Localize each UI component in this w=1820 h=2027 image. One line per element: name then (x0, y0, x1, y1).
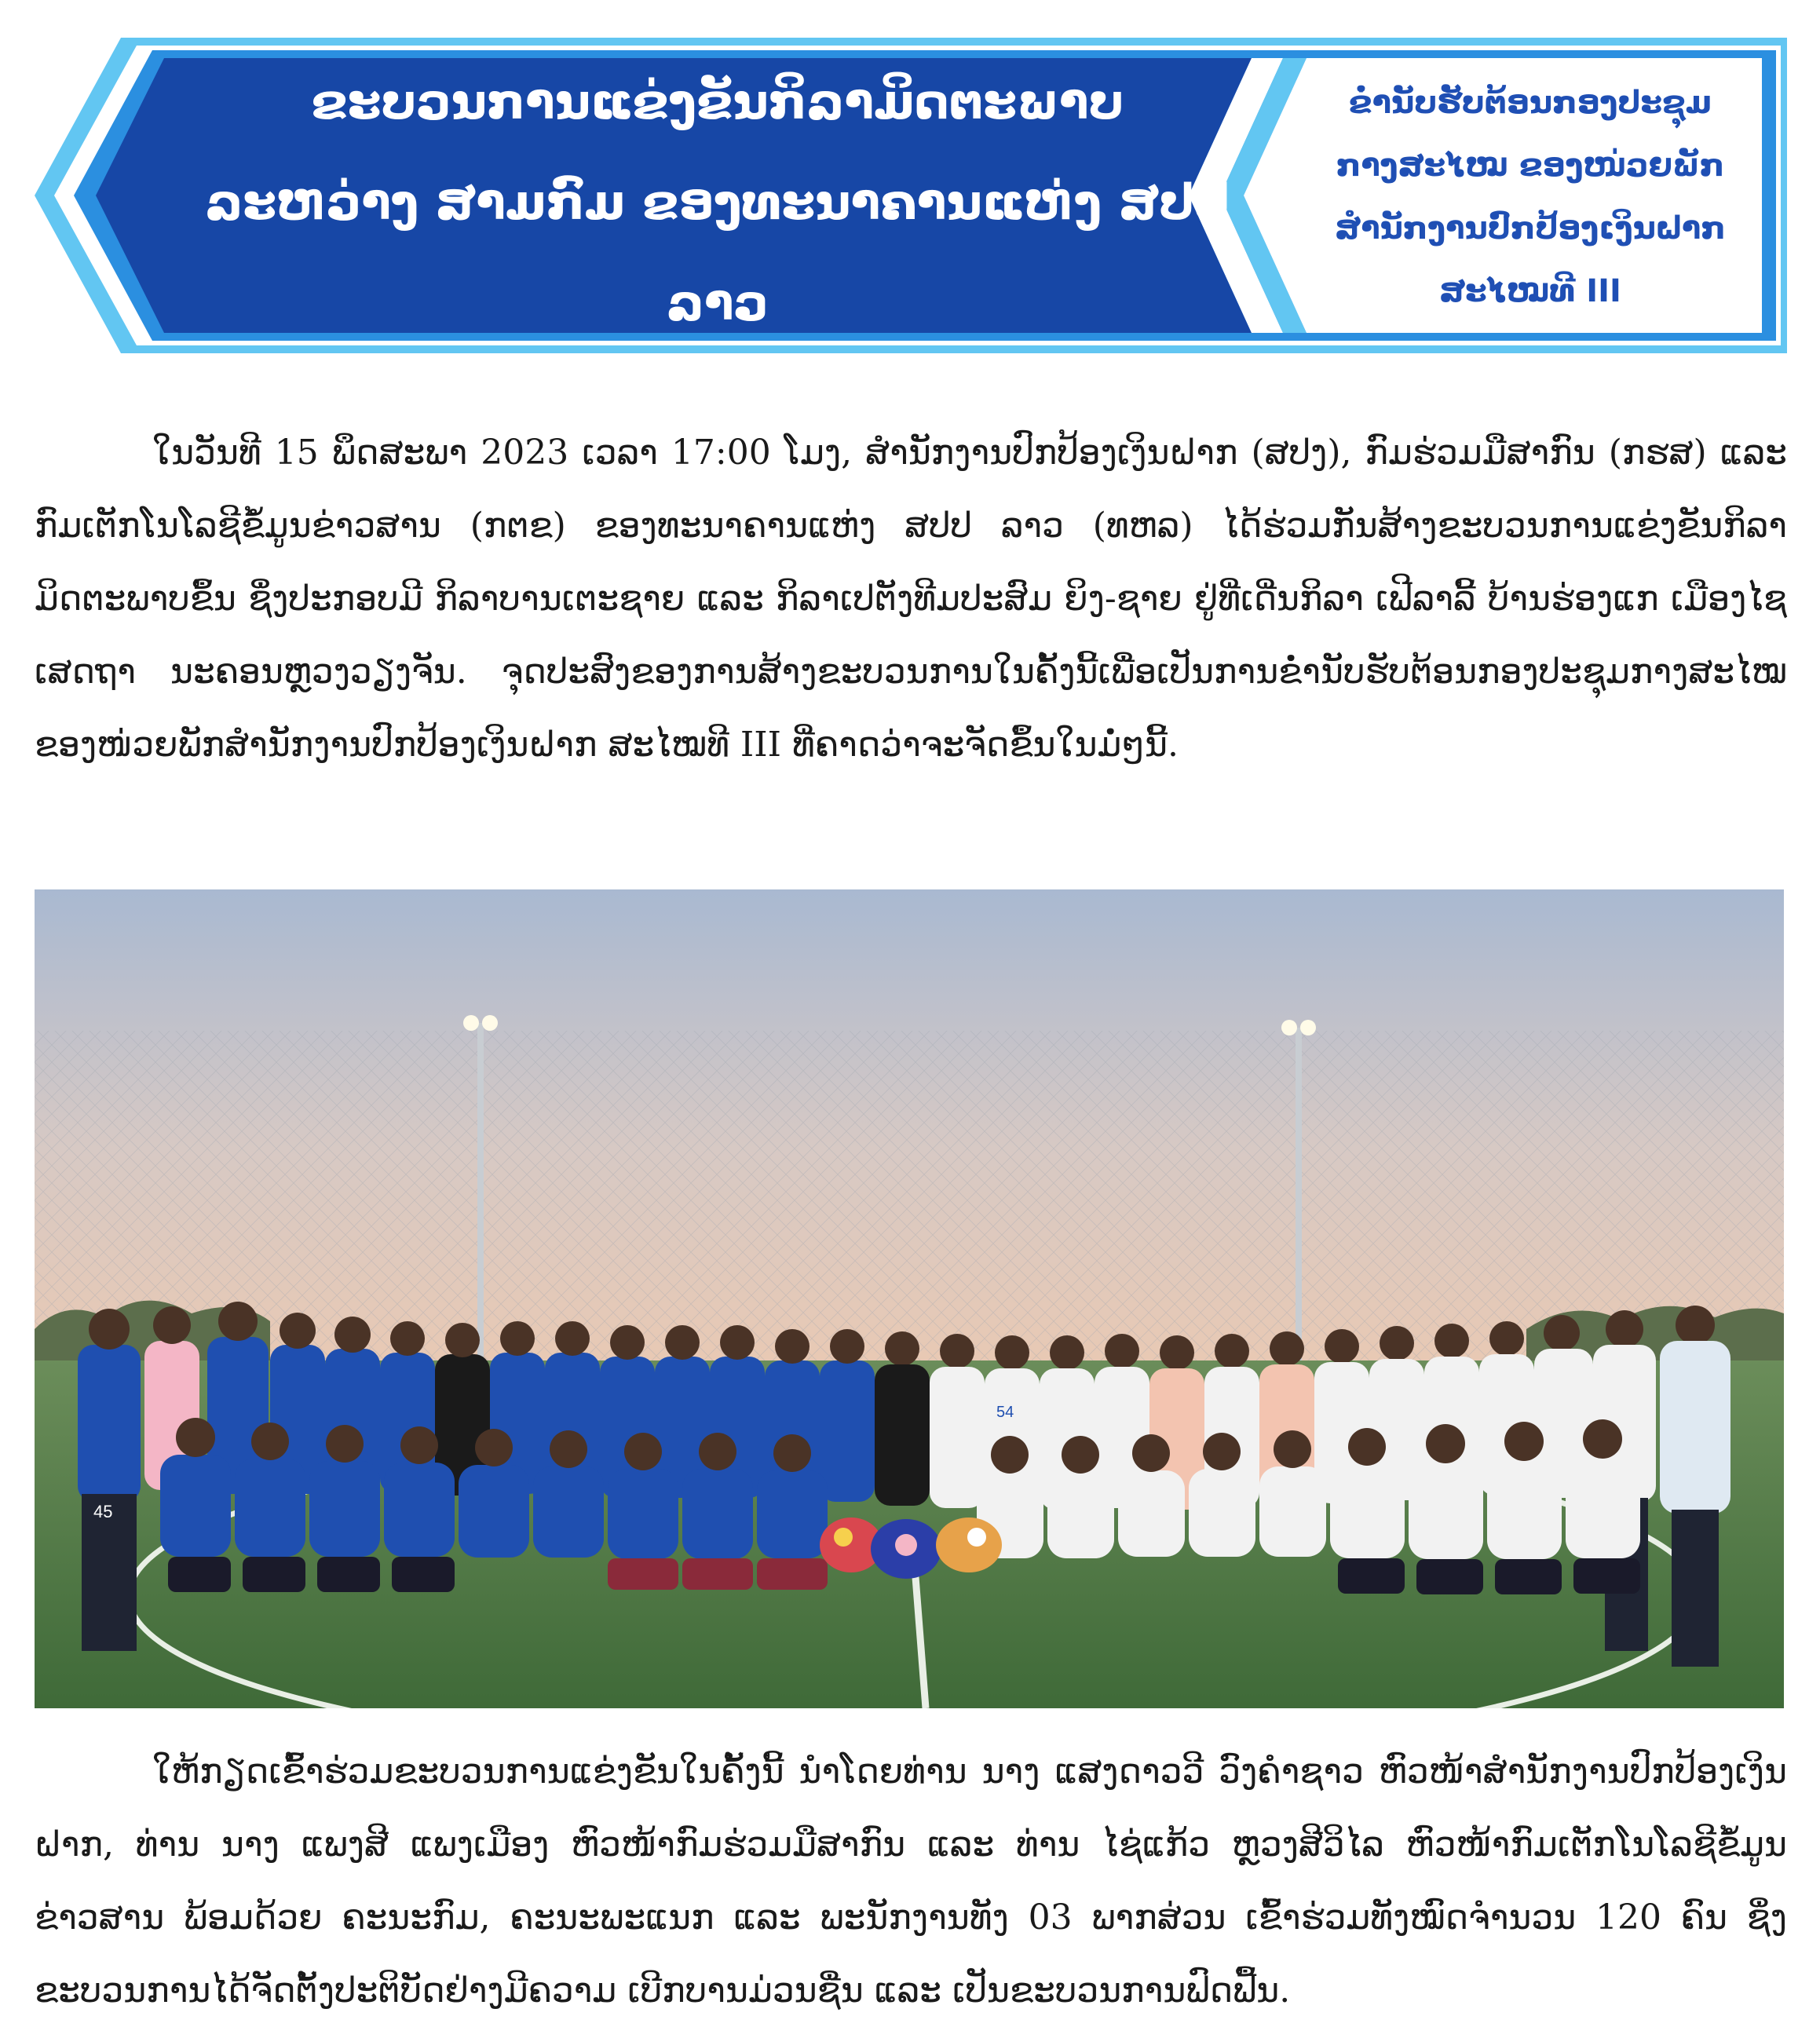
group-photo (35, 889, 1784, 1708)
banner-title (152, 73, 1283, 331)
article-paragraph-2: ໃຫ້ກຽດເຂົ້າຮ່ວມຂະບວນການແຂ່ງຂັນໃນຄັ້ງນີ້ ນຳໂດຍທ່ານ ນາງ ແສງດາວວີ ວົງຄຳຊາວ ຫົວໜ້າສຳນັກງານປົກປ້ອງເງິນຝາກ, ທ່ານ ນາງ ແພງສີ ແພງເມືອງ ຫົວໜ້າກົມຮ່ວມມືສາກົນ ແລະ ທ່ານ ໄຊ່ແກ້ວ ຫຼວງສີວິໄລ ຫົວໜ້າກົມເຕັກໂນໂລຊີຂໍ້ມູນຂ່າວສານ ພ້ອມດ້ວຍ ຄະນະກົມ, ຄະນະພະແນກ ແລະ ພະນັກງານທັງ 03 ພາກສ່ວນ ເຂົ້າຮ່ວມທັງໝົດຈຳນວນ 120 ຄົນ ຊຶ່ງຂະບວນການໄດ້ຈັດຕັ້ງປະຕິບັດຢ່າງມີຄວາມ ເບີກບານມ່ວນຊື່ນ ແລະ ເປັນຂະບວນການຟົດຟື້ນ. (35, 1751, 1787, 2011)
banner-side-line-2: ກາງສະໄໝ ຂອງໜ່ວຍພັກ (1336, 147, 1725, 184)
header-banner (35, 38, 1787, 353)
banner-side-caption (1291, 61, 1770, 332)
jersey-number-54: 54 (996, 1404, 1014, 1421)
banner-title-line-2: ລະຫວ່າງ ສາມກົມ ຂອງທະນາຄານແຫ່ງ ສປປ ລາວ (205, 173, 1230, 331)
banner-side-line-1: ຂໍ່ານັບຮັບຕ້ອນກອງປະຊຸມ (1348, 84, 1712, 121)
group-photo-illustration (35, 889, 1784, 1708)
flower-baskets (820, 1518, 1002, 1579)
banner-side-line-4: ສະໄໝທີ III (1439, 272, 1621, 309)
article-paragraph-1: ໃນວັນທີ 15 ພຶດສະພາ 2023 ເວລາ 17:00 ໂມງ, ສຳນັກງານປົກປ້ອງເງິນຝາກ (ສປງ), ກົມຮ່ວມມືສາກົນ (ກຮສ) ແລະ ກົມເຕັກໂນໂລຊີຂໍ້ມູນຂ່າວສານ (ກຕຂ) ຂອງທະນາຄານແຫ່ງ ສປປ ລາວ (ທຫລ) ໄດ້ຮ່ວມກັນສ້າງຂະບວນການແຂ່ງຂັນກິລາມິດຕະພາບຂຶ້ນ ຊຶ່ງປະກອບມີ ກິລາບານເຕະຊາຍ ແລະ ກິລາເປຕັງທີມປະສົມ ຍິງ-ຊາຍ ຢູ່ທີ່ເດີ່ນກິລາ ເຟີລາລີ້ ບ້ານຮ່ອງແກ ເມືອງໄຊເສດຖາ ນະຄອນຫຼວງວຽງຈັນ. ຈຸດປະສົງຂອງການສ້າງຂະບວນການໃນຄັ້ງນີ້ເພື່ອເປັນການຂໍ່ານັບຮັບຕ້ອນກອງປະຊຸມກາງສະໄໝ ຂອງໜ່ວຍພັກສຳນັກງານປົກປ້ອງເງິນຝາກ ສະໄໝທີ III ທີ່ຄາດວ່າຈະຈັດຂຶ້ນໃນມໍ່ໆນີ້. (35, 433, 1787, 765)
photo-net (35, 1031, 1784, 1360)
banner-side-line-3: ສຳນັກງານປົກປ້ອງເງິນຝາກ (1335, 210, 1726, 247)
banner-title-line-1: ຂະບວນການແຂ່ງຂັນກິລາມິດຕະພາບ (311, 73, 1124, 130)
jersey-number-45: 45 (93, 1502, 113, 1521)
